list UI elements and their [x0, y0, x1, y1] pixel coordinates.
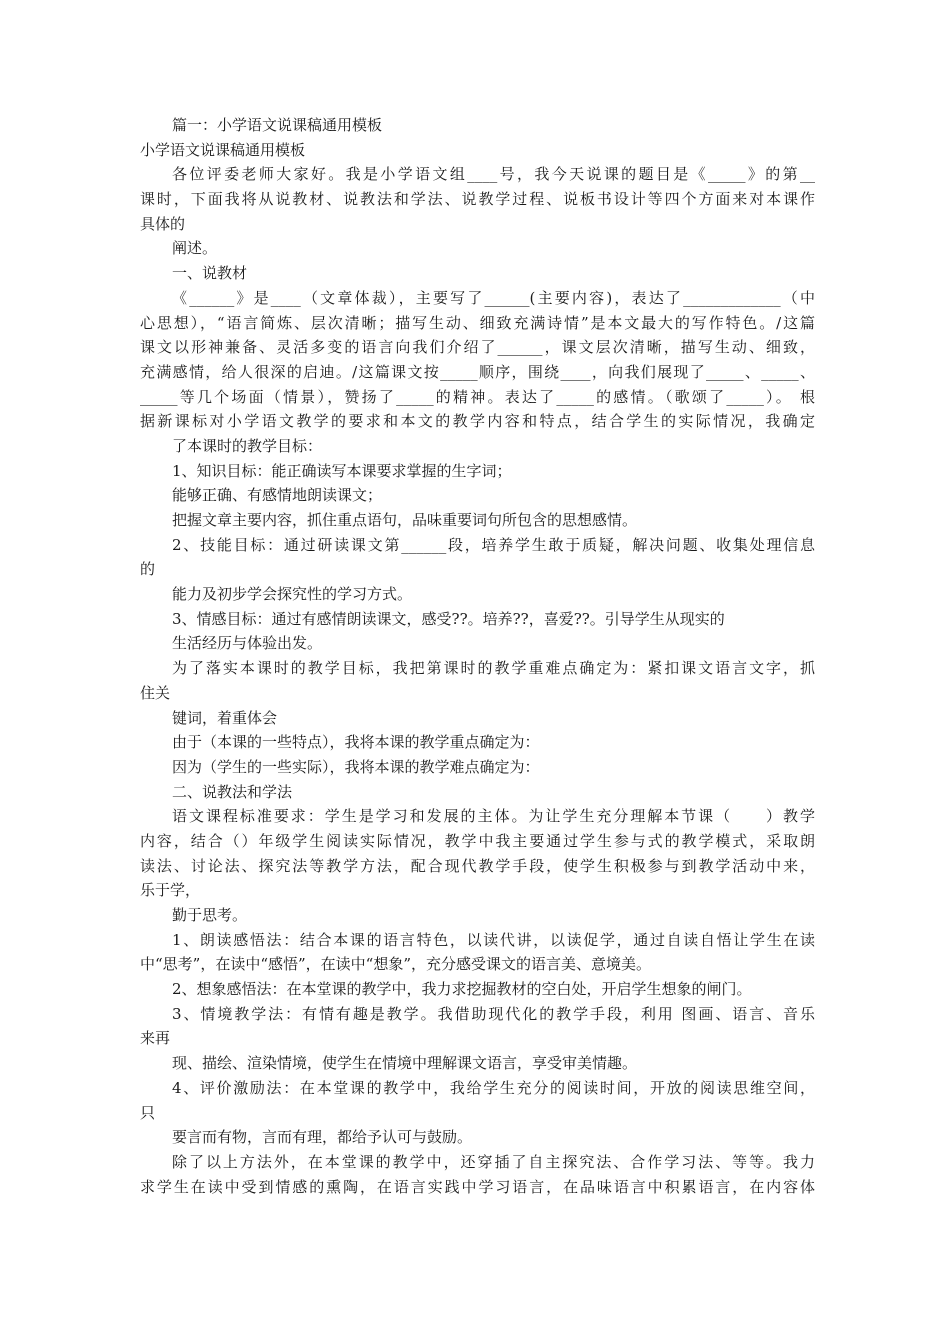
paragraph-line: 具体的: [140, 214, 186, 233]
list-item-knowledge-goal: 1、知识目标：能正确读写本课要求掌握的生字词；: [172, 461, 512, 480]
paragraph-line: 读法、讨论法、探究法等教学方法，配合现代教学手段，使学生积极参与到教学活动中来，: [140, 856, 815, 875]
paragraph-line: 阐述。: [172, 239, 218, 258]
paragraph-line: 各位评委老师大家好。我是小学语文组____号，我今天说课的题目是《_____》的第__: [172, 165, 815, 184]
paragraph-line: 课文以形神兼备、灵活多变的语言向我们介绍了______，课文层次清晰，描写生动、细致，: [140, 338, 815, 357]
paragraph-line: 键词，着重体会: [172, 708, 278, 727]
paragraph-line: 现、描绘、渲染情境，使学生在情境中理解课文语言，享受审美情趣。: [172, 1054, 638, 1073]
paragraph-line: _____等几个场面（情景），赞扬了_____的精神。表达了_____的感情。（歌颂了_____）。 根: [140, 387, 815, 406]
list-item-skill-goal: 2、技能目标：通过研读课文第______段，培养学生敢于质疑，解决问题、收集处理信息: [172, 535, 815, 554]
paragraph-line: 要言而有物，言而有理，都给予认可与鼓励。: [172, 1128, 473, 1147]
list-item-evaluation-method: 4、评价激励法：在本堂课的教学中，我给学生充分的阅读时间，开放的阅读思维空间，: [172, 1078, 815, 1097]
section-heading-textbook: 一、说教材: [172, 264, 248, 283]
paragraph-line: 能力及初步学会探究性的学习方式。: [172, 585, 413, 604]
section-heading-methods: 二、说教法和学法: [172, 782, 293, 801]
paragraph-line: 把握文章主要内容，抓住重点语句，品味重要词句所包含的思想感情。: [172, 511, 638, 529]
paragraph-line: 课时，下面我将从说教材、说教法和学法、说教学过程、说板书设计等四个方面来对本课作: [140, 190, 815, 209]
paragraph-line: 充满感情，给人很深的启迪。/这篇课文按_____顺序，围绕____，向我们展现了_____、_____、: [140, 362, 815, 381]
paragraph-line: 勤于思考。: [172, 906, 248, 924]
paragraph-line: 为了落实本课时的教学目标，我把第课时的教学重难点确定为：紧扣课文语言文字，抓: [172, 659, 815, 678]
list-item-situation-method: 3、情境教学法：有情有趣是教学。我借助现代化的教学手段，利用 图画、语言、音乐: [172, 1004, 815, 1023]
list-item-emotion-goal: 3、情感目标：通过有感情朗读课文，感受??。培养??，喜爱??。引导学生从现实的: [172, 609, 725, 628]
paragraph-line: 《______》是____（文章体裁），主要写了______(主要内容)，表达了_____________（中: [172, 288, 815, 307]
paragraph-line: 由于（本课的一些特点），我将本课的教学重点确定为：: [172, 733, 540, 752]
paragraph-line: 内容，结合（）年级学生阅读实际情况，教学中我主要通过学生参与式的教学模式，采取朗: [140, 831, 815, 850]
paragraph-line: 心思想），“语言简炼、层次清晰；描写生动、细致充满诗情”是本文最大的写作特色。/这篇: [140, 313, 815, 332]
paragraph-line: 求学生在读中受到情感的熏陶，在语言实践中学习语言，在品味语言中积累语言，在内容体: [140, 1177, 815, 1196]
paragraph-line: 据新课标对小学语文教学的要求和本文的教学内容和特点，结合学生的实际情况，我确定: [140, 412, 815, 431]
document-title: 小学语文说课稿通用模板: [140, 140, 306, 159]
document-body: [140, 113, 815, 1199]
paragraph-line: 中“思考”，在读中“感悟”，在读中“想象”，充分感受课文的语言美、意境美。: [140, 955, 652, 974]
paragraph-line: 只: [140, 1103, 156, 1122]
paragraph-line: 的: [140, 560, 156, 579]
paragraph-line: 来再: [140, 1029, 171, 1048]
list-item-imagination-method: 2、想象感悟法：在本堂课的教学中，我力求挖掘教材的空白处，开启学生想象的闸门。: [172, 980, 752, 999]
heading-article-one: 篇一：小学语文说课稿通用模板: [172, 116, 383, 134]
paragraph-line: 乐于学，: [140, 881, 201, 900]
paragraph-line: 能够正确、有感情地朗读课文；: [172, 486, 383, 505]
list-item-reading-method: 1、朗读感悟法：结合本课的语言特色，以读代讲，以读促学，通过自读自悟让学生在读: [172, 930, 815, 949]
paragraph-line: 生活经历与体验出发。: [172, 634, 323, 653]
paragraph-line: 除了以上方法外，在本堂课的教学中，还穿插了自主探究法、合作学习法、等等。我力: [172, 1152, 815, 1171]
paragraph-line: 了本课时的教学目标：: [172, 436, 323, 455]
paragraph-line: 语文课程标准要求：学生是学习和发展的主体。为让学生充分理解本节课（ ）教学: [172, 807, 815, 826]
paragraph-line: 因为（学生的一些实际），我将本课的教学难点确定为：: [172, 757, 540, 776]
paragraph-line: 住关: [140, 683, 171, 702]
